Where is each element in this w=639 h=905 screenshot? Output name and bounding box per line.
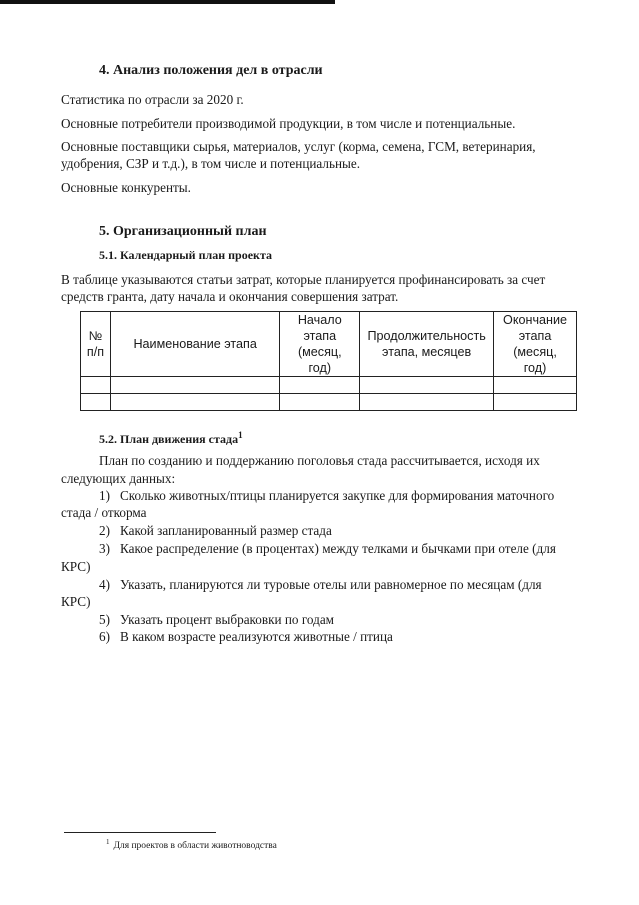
- table-row: [81, 377, 577, 394]
- list-item-number: 4): [99, 577, 110, 592]
- subsection-5-2-heading: 5.2. План движения стада$^1$: [99, 430, 243, 446]
- table-cell: [110, 394, 280, 411]
- table-cell: [494, 377, 577, 394]
- col-header-end: Окончание этапа (месяц, год): [494, 312, 577, 377]
- table-cell: [280, 377, 360, 394]
- list-item: Сколько животных/птицы планируется закупке для формирования маточного: [120, 488, 555, 503]
- list-item-number: 5): [99, 612, 110, 627]
- paragraph-line: В таблице указываются статьи затрат, которые планируется профинансировать за счет: [61, 272, 546, 287]
- table-cell: [494, 394, 577, 411]
- subsection-5-1-heading: 5.1. Календарный план проекта: [99, 248, 272, 262]
- list-item: Указать процент выбраковки по годам: [120, 612, 335, 627]
- table-cell: [110, 377, 280, 394]
- list-item-continuation: стада / откорма: [61, 505, 147, 520]
- table-cell: [81, 377, 111, 394]
- paragraph-line: Основные конкуренты.: [61, 180, 191, 195]
- list-item: Какое распределение (в процентах) между телками и бычками при отеле (для: [120, 541, 556, 556]
- paragraph-line: Основные потребители производимой продукции, в том числе и потенциальные.: [61, 116, 516, 131]
- footnote-mark: 1: [106, 838, 110, 846]
- col-header-number: № п/п: [81, 312, 111, 377]
- footnote-ref: 1: [238, 430, 243, 440]
- table-row: [81, 394, 577, 411]
- table-cell: [360, 377, 494, 394]
- list-item: В каком возрасте реализуются животные / птица: [120, 629, 393, 644]
- footnote: [106, 838, 277, 851]
- list-item-number: 1): [99, 488, 110, 503]
- table-cell: [280, 394, 360, 411]
- list-item-number: 3): [99, 541, 110, 556]
- paragraph-line: Статистика по отрасли за 2020 г.: [61, 92, 244, 107]
- paragraph-line: Основные поставщики сырья, материалов, услуг (корма, семена, ГСМ, ветеринария,: [61, 139, 536, 154]
- col-header-duration: Продолжительность этапа, месяцев: [360, 312, 494, 377]
- section-5-heading: 5. Организационный план: [99, 224, 267, 239]
- footnote-text: Для проектов в области животноводства: [113, 841, 277, 852]
- section-4-heading: 4. Анализ положения дел в отрасли: [99, 63, 323, 78]
- list-item-number: 2): [99, 523, 110, 538]
- paragraph-line: средств гранта, дату начала и окончания совершения затрат.: [61, 289, 399, 304]
- col-header-start: Начало этапа (месяц, год): [280, 312, 360, 377]
- paragraph-line: следующих данных:: [61, 471, 176, 486]
- list-item-continuation: КРС): [61, 559, 91, 574]
- list-item-continuation: КРС): [61, 594, 91, 609]
- table-cell: [360, 394, 494, 411]
- paragraph-line: удобрения, СЗР и т.д.), в том числе и потенциальные.: [61, 156, 361, 171]
- paragraph-line: План по созданию и поддержанию поголовья стада рассчитывается, исходя их: [99, 453, 540, 468]
- list-item: Какой запланированный размер стада: [120, 523, 332, 538]
- calendar-plan-table: [80, 311, 577, 411]
- scan-top-edge: [0, 0, 335, 4]
- table-cell: [81, 394, 111, 411]
- table-header-row: [81, 312, 577, 377]
- list-item: Указать, планируются ли туровые отелы или равномерное по месяцам (для: [120, 577, 542, 592]
- list-item-number: 6): [99, 629, 110, 644]
- col-header-stage-name: Наименование этапа: [110, 312, 280, 377]
- footnote-separator: [64, 832, 216, 833]
